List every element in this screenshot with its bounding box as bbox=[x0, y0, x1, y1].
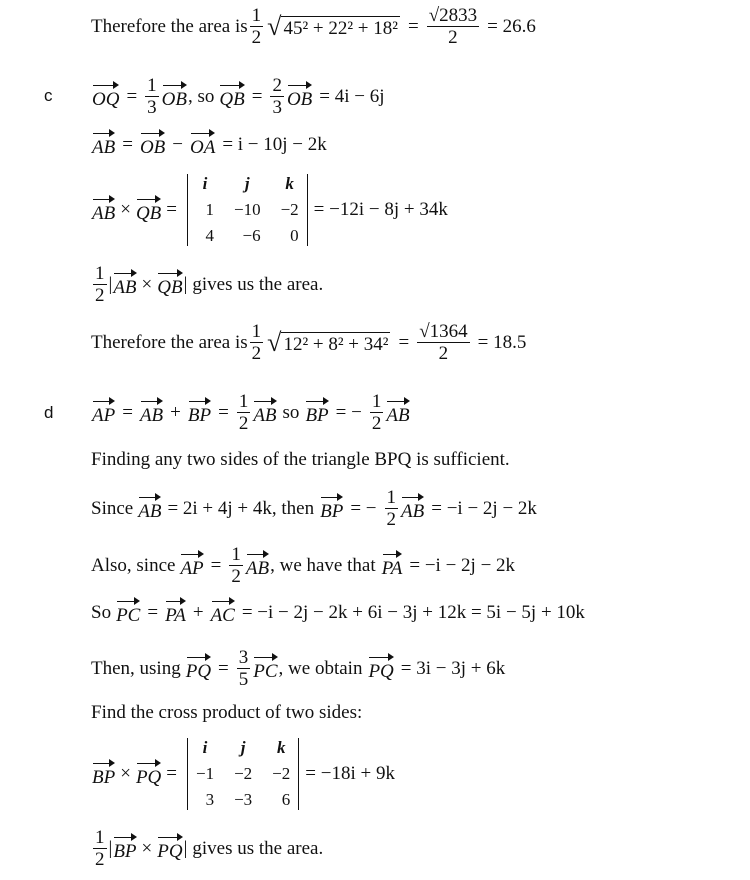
ab-result: = i − 10j − 2k bbox=[222, 133, 327, 155]
also-text: Also, since bbox=[91, 554, 176, 576]
vector-pq-4: PQ bbox=[157, 834, 182, 863]
cross-result-d: = −18i + 9k bbox=[305, 763, 395, 784]
so-text: , so bbox=[188, 85, 215, 107]
vector-ab: AB bbox=[92, 130, 115, 159]
vector-ap: AP bbox=[92, 398, 115, 427]
one-third-fraction: $\frac{1}{3}$ bbox=[147, 75, 157, 118]
vector-ab-d3: AB bbox=[386, 398, 409, 427]
area-result: = 26.6 bbox=[487, 15, 536, 37]
vector-ac: AC bbox=[211, 598, 235, 627]
half-fraction-c: $\frac{1}{2}$ bbox=[95, 263, 105, 306]
pc-value: = −i − 2j − 2k + 6i − 3j + 12k = 5i − 5j + 10k bbox=[241, 601, 585, 623]
half-fraction: $\frac{1}{2}$ bbox=[251, 5, 262, 48]
pa-value: = −i − 2j − 2k bbox=[409, 554, 516, 576]
vector-ab-d6: AB bbox=[246, 551, 269, 580]
half-fraction-d3: $\frac{1}{2}$ bbox=[386, 487, 397, 530]
sqrt-expression: √ 45² + 22² + 18² bbox=[267, 11, 398, 41]
vector-pa: PA bbox=[382, 551, 403, 580]
cross-result-c: = −12i − 8j + 34k bbox=[313, 199, 448, 220]
vector-ab-2: AB bbox=[92, 196, 115, 225]
determinant-c: i j k 1 −10 −2 4 −6 0 bbox=[187, 174, 308, 246]
vector-bp-3: BP bbox=[320, 494, 343, 523]
vector-ap-2: AP bbox=[180, 551, 203, 580]
line-also: Also, since AP = $\frac{1}{2}$ AB , we have that PA = −i − 2j − 2k bbox=[91, 544, 516, 587]
half-fraction-d5: $\frac{1}{2}$ bbox=[95, 827, 105, 870]
therefore-text: Therefore the area is bbox=[91, 15, 248, 37]
qb-result: = 4i − 6j bbox=[319, 85, 385, 107]
vector-ob-3: OB bbox=[140, 130, 165, 159]
two-thirds-fraction: $\frac{2}{3}$ bbox=[272, 75, 282, 118]
root-fraction: $\frac{√2833}{2}$ bbox=[428, 5, 478, 48]
vector-pc-2: PC bbox=[253, 654, 277, 683]
part-label-c: c bbox=[44, 86, 53, 105]
since-text: Since bbox=[91, 497, 134, 519]
line-area-previous: Therefore the area is $\frac{1}{2}$ √ 45² + 22² + 18² = $\frac{√2833}{2}$ = 26.6 bbox=[91, 5, 536, 48]
therefore-text-c: Therefore the area is bbox=[91, 331, 248, 353]
line-oq: OQ = $\frac{1}{3}$ OB , so QB = $\frac{2}{3}$ OB = 4i − 6j bbox=[92, 75, 385, 118]
line-then: Then, using PQ = $\frac{3}{5}$ PC , we obtain PQ = 3i − 3j + 6k bbox=[91, 647, 506, 690]
vector-qb-2: QB bbox=[136, 196, 161, 225]
area-result-c: = 18.5 bbox=[477, 331, 527, 353]
vector-pc: PC bbox=[116, 598, 140, 627]
bp-value: = −i − 2j − 2k bbox=[431, 497, 537, 519]
vector-oq: OQ bbox=[92, 82, 119, 111]
vector-ab-d4: AB bbox=[138, 494, 161, 523]
line-half-magnitude-d: $\frac{1}{2}$ | BP × PQ | gives us the area. bbox=[95, 827, 324, 870]
vector-qb-3: QB bbox=[157, 270, 182, 299]
root-fraction-c: $\frac{√1364}{2}$ bbox=[419, 321, 468, 364]
we-obtain-text: , we obtain bbox=[278, 657, 363, 679]
part-label-d: d bbox=[44, 403, 54, 422]
vector-bp-4: BP bbox=[92, 760, 115, 789]
vector-bp-2: BP bbox=[305, 398, 328, 427]
so-text-d: so bbox=[282, 401, 300, 423]
vector-qb: QB bbox=[219, 82, 244, 111]
vector-ob: OB bbox=[162, 82, 187, 111]
vector-ab-d: AB bbox=[140, 398, 163, 427]
gives-area-c: gives us the area. bbox=[192, 273, 324, 295]
line-ap: AP = AB + BP = $\frac{1}{2}$ AB so BP = − $\frac{1}{2}$ AB bbox=[92, 391, 410, 434]
line-since: Since AB = 2i + 4j + 4k, then BP = − $\frac{1}{2}$ AB = −i − 2j − 2k bbox=[91, 487, 537, 530]
vector-ab-d5: AB bbox=[401, 494, 424, 523]
vector-ob-2: OB bbox=[287, 82, 312, 111]
line-ab: AB = OB − OA = i − 10j − 2k bbox=[91, 130, 327, 159]
then-using-text: Then, using bbox=[91, 657, 181, 679]
gives-area-d: gives us the area. bbox=[192, 837, 324, 859]
line-cross-c: AB × QB = i j k 1 −10 −2 4 −6 0 = −12i − 8j + 34k bbox=[92, 174, 448, 245]
line-area-c: Therefore the area is $\frac{1}{2}$ √ 12² + 8² + 34² = $\frac{√1364}{2}$ = 18.5 bbox=[91, 321, 527, 364]
so-text-pc: So bbox=[91, 601, 112, 623]
three-fifths-fraction: $\frac{3}{5}$ bbox=[238, 647, 249, 690]
vector-ab-d2: AB bbox=[253, 398, 276, 427]
line-half-magnitude-c: $\frac{1}{2}$ | AB × QB | gives us the area. bbox=[95, 263, 324, 306]
vector-pq-3: PQ bbox=[136, 760, 161, 789]
ab-value-d: = 2i + 4j + 4k, then bbox=[167, 497, 315, 519]
half-fraction-c2: $\frac{1}{2}$ bbox=[251, 321, 262, 364]
half-fraction-d1: $\frac{1}{2}$ bbox=[238, 391, 249, 434]
line-find-cross: Find the cross product of two sides: bbox=[91, 702, 363, 723]
half-fraction-d4: $\frac{1}{2}$ bbox=[231, 544, 241, 587]
vector-pq-2: PQ bbox=[368, 654, 393, 683]
line-pc: So PC = PA + AC = −i − 2j − 2k + 6i − 3j + 12k = 5i − 5j + 10k bbox=[91, 598, 585, 627]
line-finding: Finding any two sides of the triangle BPQ is sufficient. bbox=[91, 449, 510, 470]
determinant-d: i j k −1 −2 −2 3 −3 6 bbox=[187, 738, 299, 810]
vector-bp: BP bbox=[188, 398, 211, 427]
vector-ab-3: AB bbox=[113, 270, 136, 299]
we-have-text: , we have that bbox=[270, 554, 376, 576]
vector-pa-2: PA bbox=[165, 598, 186, 627]
vector-pq: PQ bbox=[186, 654, 211, 683]
half-fraction-d2: $\frac{1}{2}$ bbox=[371, 391, 382, 434]
vector-oa: OA bbox=[190, 130, 215, 159]
pq-value: = 3i − 3j + 6k bbox=[400, 657, 506, 679]
vector-bp-5: BP bbox=[113, 834, 136, 863]
line-cross-d: BP × PQ = i j k −1 −2 −2 3 −3 6 = −18i + 9k bbox=[92, 738, 395, 809]
sqrt-expression-c: √ 12² + 8² + 34² bbox=[267, 327, 389, 357]
